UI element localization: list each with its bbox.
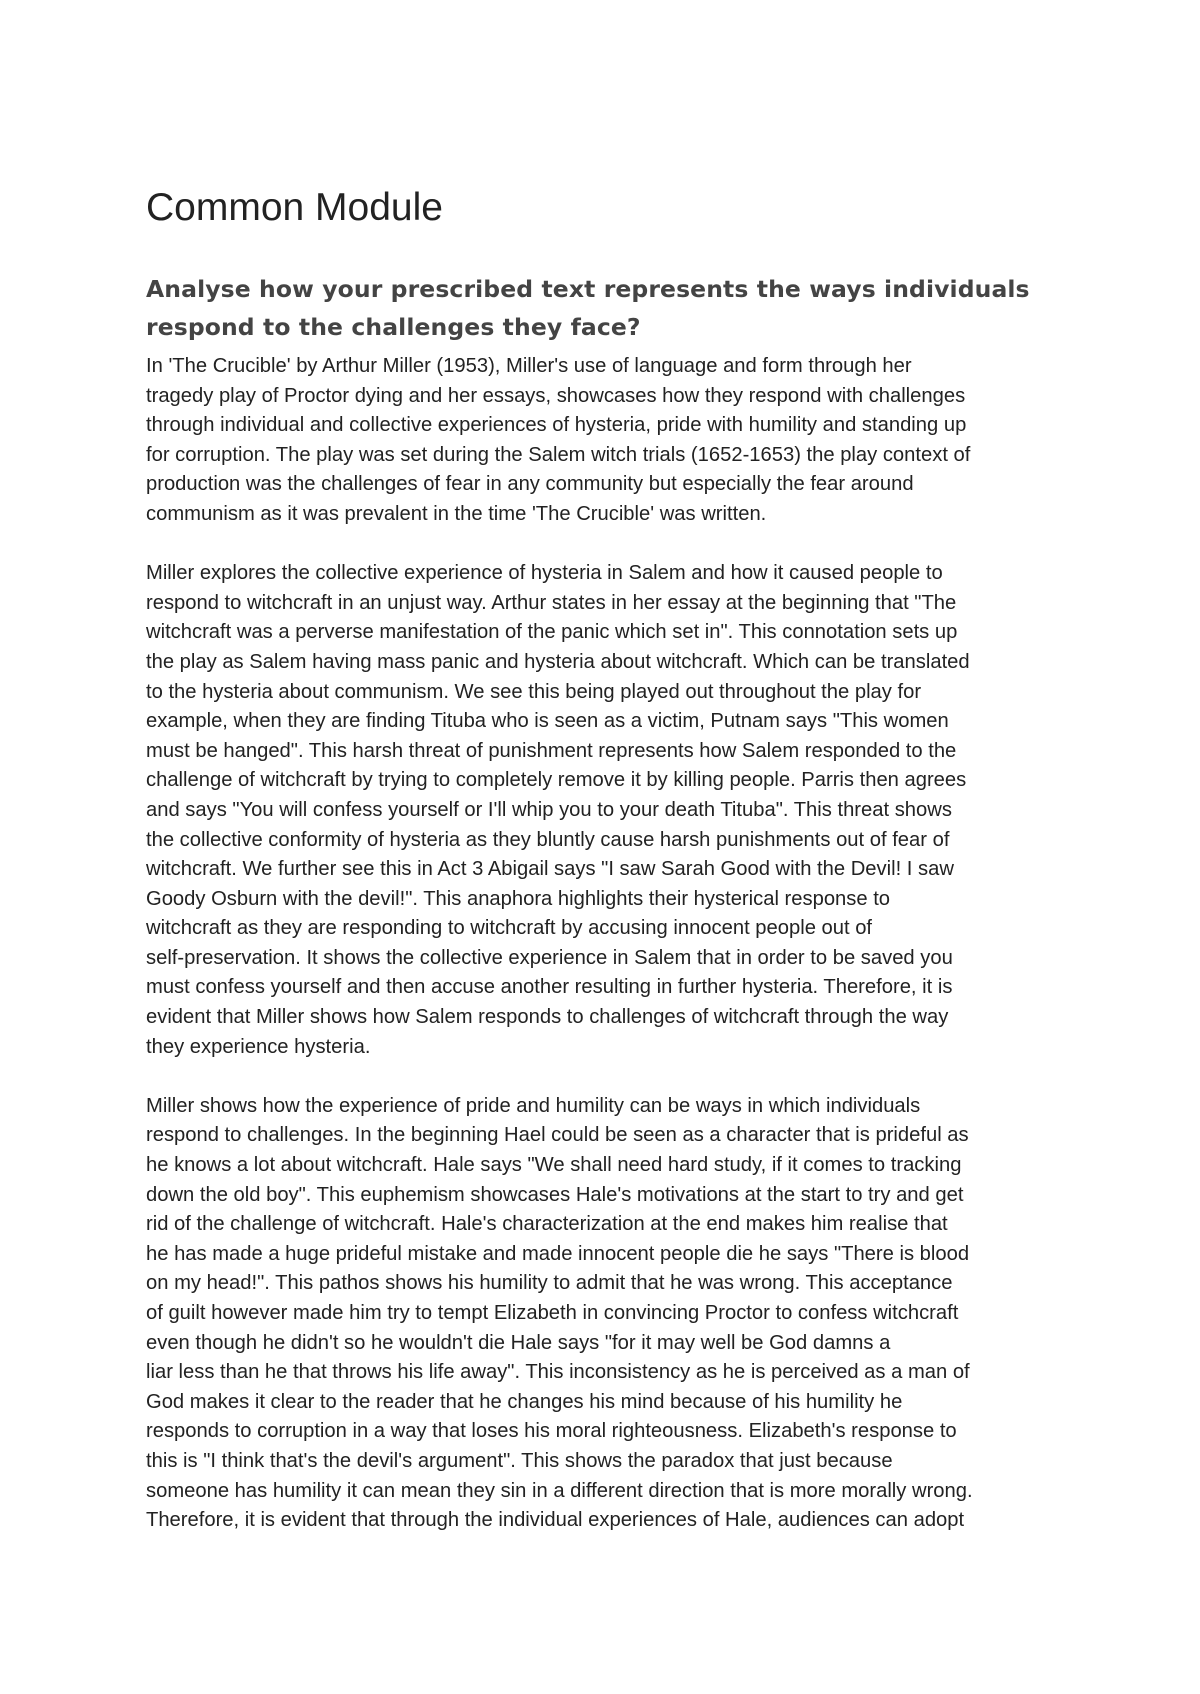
- paragraph-line: production was the challenges of fear in any community but especially the fear around: [146, 473, 914, 496]
- essay-paragraph: [146, 352, 1076, 530]
- paragraph-line: and says "You will confess yourself or I'll whip you to your death Tituba". This threat shows: [146, 798, 952, 821]
- paragraph-line: respond to challenges. In the beginning Hael could be seen as a character that is prideful as: [146, 1124, 969, 1147]
- paragraph-line: through individual and collective experiences of hysteria, pride with humility and standing up: [146, 414, 967, 437]
- essay-question-line: Analyse how your prescribed text represents the ways individuals: [146, 275, 1030, 303]
- paragraph-line: of guilt however made him try to tempt Elizabeth in convincing Proctor to confess witchcraft: [146, 1302, 959, 1324]
- paragraph-line: liar less than he that throws his life away". This inconsistency as he is perceived as a man of: [146, 1361, 970, 1384]
- essay-paragraph: [146, 1092, 1076, 1536]
- paragraph-line: he knows a lot about witchcraft. Hale says "We shall need hard study, if it comes to tracking: [146, 1154, 962, 1177]
- essay-question: [146, 270, 1076, 346]
- document-title: Common Module: [146, 186, 443, 229]
- paragraph-line: someone has humility it can mean they sin in a different direction that is more morally wrong.: [146, 1479, 973, 1502]
- essay-question-line: respond to the challenges they face?: [146, 313, 641, 341]
- paragraph-line: the collective conformity of hysteria as they bluntly cause harsh punishments out of fear of: [146, 828, 950, 851]
- paragraph-line: for corruption. The play was set during the Salem witch trials (1652-1653) the play context of: [146, 443, 971, 466]
- paragraph-line: to the hysteria about communism. We see this being played out throughout the play for: [146, 680, 922, 703]
- paragraph-line: God makes it clear to the reader that he changes his mind because of his humility he: [146, 1390, 903, 1413]
- paragraph-line: they experience hysteria.: [146, 1035, 371, 1058]
- paragraph-line: Miller explores the collective experience of hysteria in Salem and how it caused people to: [146, 562, 943, 585]
- paragraph-line: even though he didn't so he wouldn't die Hale says "for it may well be God damns a: [146, 1331, 891, 1354]
- paragraph-line: must be hanged". This harsh threat of punishment represents how Salem responded to the: [146, 739, 957, 762]
- essay-body: [146, 352, 1076, 1536]
- paragraph-line: he has made a huge prideful mistake and made innocent people die he says "There is blood: [146, 1242, 970, 1265]
- paragraph-line: rid of the challenge of witchcraft. Hale's characterization at the end makes him realise that: [146, 1213, 948, 1236]
- essay-paragraph: [146, 559, 1076, 1062]
- paragraph-line: Goody Osburn with the devil!". This anaphora highlights their hysterical response to: [146, 887, 891, 910]
- paragraph-line: down the old boy". This euphemism showcases Hale's motivations at the start to try and get: [146, 1183, 964, 1206]
- paragraph-line: on my head!". This pathos shows his humility to admit that he was wrong. This acceptance: [146, 1272, 953, 1295]
- paragraph-line: challenge of witchcraft by trying to completely remove it by killing people. Parris then agrees: [146, 769, 967, 792]
- paragraph-line: In 'The Crucible' by Arthur Miller (1953), Miller's use of language and form through her: [146, 355, 912, 377]
- paragraph-line: tragedy play of Proctor dying and her essays, showcases how they respond with challenges: [146, 384, 966, 407]
- document-content: [146, 186, 1076, 1536]
- paragraph-line: witchcraft was a perverse manifestation of the panic which set in". This connotation sets up: [146, 621, 958, 644]
- paragraph-line: example, when they are finding Tituba who is seen as a victim, Putnam says "This women: [146, 710, 949, 733]
- paragraph-line: Therefore, it is evident that through the individual experiences of Hale, audiences can adopt: [146, 1509, 965, 1532]
- paragraph-line: evident that Miller shows how Salem responds to challenges of witchcraft through the way: [146, 1006, 949, 1029]
- paragraph-line: responds to corruption in a way that loses his moral righteousness. Elizabeth's response to: [146, 1420, 957, 1443]
- paragraph-line: respond to witchcraft in an unjust way. Arthur states in her essay at the beginning that "The: [146, 591, 957, 614]
- paragraph-line: the play as Salem having mass panic and hysteria about witchcraft. Which can be translated: [146, 650, 970, 673]
- paragraph-line: witchcraft as they are responding to witchcraft by accusing innocent people out of: [146, 917, 873, 940]
- paragraph-line: self-preservation. It shows the collective experience in Salem that in order to be saved you: [146, 946, 953, 969]
- paragraph-line: this is "I think that's the devil's argument". This shows the paradox that just because: [146, 1449, 893, 1472]
- paragraph-line: must confess yourself and then accuse another resulting in further hysteria. Therefore, it is: [146, 976, 953, 999]
- paragraph-line: communism as it was prevalent in the time 'The Crucible' was written.: [146, 502, 767, 525]
- paragraph-line: witchcraft. We further see this in Act 3 Abigail says "I saw Sarah Good with the Devil! I saw: [146, 858, 954, 881]
- paragraph-line: Miller shows how the experience of pride and humility can be ways in which individuals: [146, 1094, 921, 1117]
